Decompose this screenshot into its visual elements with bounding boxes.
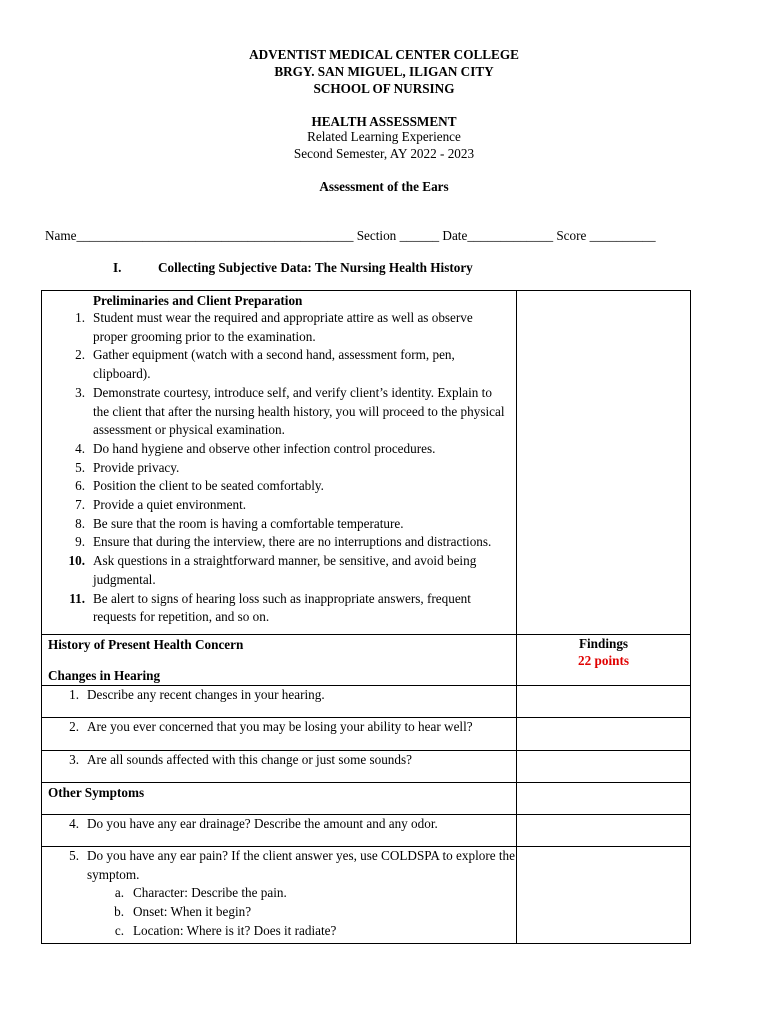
item-text: Be sure that the room is having a comfortable temperature. [93,515,404,531]
college-address: BRGY. SAN MIGUEL, ILIGAN CITY [274,64,494,79]
item-number: 2. [75,347,85,363]
item-number: 9. [75,534,85,550]
item-text: Provide a quiet environment. [93,497,247,513]
item-number: 8. [75,515,85,531]
question-cell [42,846,517,944]
list-item [48,346,510,383]
item-number: 1. [75,310,85,325]
sub-item-text: Character: Describe the pain. [133,885,287,901]
student-info-line: Name__________________________________________ Section ______ Date_____________ Score __________ [45,228,656,243]
item-text: Do hand hygiene and observe other infection control procedures. [93,440,436,456]
item-text: Gather equipment (watch with a second hand, assessment form, pen, clipboard). [93,347,455,382]
item-text: Ask questions in a straightforward manner, be sensitive, and avoid being judgmental. [93,553,477,587]
sub-item-text: Onset: When it begin? [133,904,252,920]
item-text: Student must wear the required and appropriate attire as well as observe proper grooming prior to the examination. [93,310,473,344]
list-item [48,459,510,478]
school-name: SCHOOL OF NURSING [313,81,455,96]
item-number: 6. [75,478,85,494]
course-title: HEALTH ASSESSMENT [311,114,457,129]
list-item [48,309,510,346]
history-title: History of Present Health Concern [48,636,244,652]
other-symptoms-title: Other Symptoms [48,784,145,800]
preliminaries-title: Preliminaries and Client Preparation [93,293,303,308]
item-number: 10. [68,553,85,569]
question-cell [42,814,517,846]
college-name: ADVENTIST MEDICAL CENTER COLLEGE [249,47,519,62]
question-number: 5. [69,847,79,863]
finding-answer-cell[interactable] [517,846,691,944]
question-cell [42,685,517,717]
section-number: I. [113,260,122,275]
table-row [42,750,691,782]
question-number: 2. [69,718,79,734]
changes-in-hearing-title: Changes in Hearing [48,667,161,683]
question-text: Are all sounds affected with this change or just some sounds? [87,751,412,767]
sub-item-letter: a. [114,885,124,901]
finding-answer-cell[interactable] [517,717,691,750]
finding-answer-cell[interactable] [517,750,691,782]
preliminaries-findings-cell[interactable] [517,291,691,635]
question-cell [42,717,517,750]
finding-answer-cell[interactable] [517,685,691,717]
item-text: Position the client to be seated comfortably. [93,478,324,494]
item-text: Be alert to signs of hearing loss such as inappropriate answers, frequent requests for repetition, and so on. [93,590,471,625]
sub-item-letter: b. [114,904,124,920]
list-item [48,552,510,589]
item-text: Ensure that during the interview, there are no interruptions and distractions. [93,534,492,550]
finding-answer-cell[interactable] [517,782,691,814]
item-text: Provide privacy. [93,459,180,475]
table-row [42,685,691,717]
sub-item-text: Location: Where is it? Does it radiate? [133,922,337,938]
question-text: Describe any recent changes in your hearing. [87,686,325,702]
item-number: 3. [75,384,85,400]
question-number: 4. [69,815,79,831]
assessment-topic: Assessment of the Ears [319,179,449,194]
question-number: 3. [69,751,79,767]
list-item [48,590,510,627]
list-item [48,533,510,552]
points-label: 22 points [578,652,629,668]
finding-answer-cell[interactable] [517,814,691,846]
list-item [48,515,510,534]
section-title: Collecting Subjective Data: The Nursing Health History [158,260,473,275]
item-number: 4. [75,440,85,456]
sub-item-letter: c. [114,922,124,938]
question-text: Do you have any ear pain? If the client answer yes, use COLDSPA to explore the symptom. [87,847,515,882]
table-row [42,782,691,814]
preliminaries-list [48,309,510,627]
item-number: 11. [69,590,85,606]
academic-term: Second Semester, AY 2022 - 2023 [293,146,475,161]
list-item [48,440,510,459]
section-heading [113,259,473,276]
findings-header-cell [517,634,691,685]
question-text: Do you have any ear drainage? Describe the amount and any odor. [87,815,438,831]
question-cell [42,750,517,782]
table-row [42,814,691,846]
item-number: 7. [75,497,85,513]
list-item [48,496,510,515]
course-subtitle: Related Learning Experience [307,129,461,144]
table-row [42,846,691,944]
question-text: Are you ever concerned that you may be losing your ability to hear well? [87,718,473,734]
table-row [42,717,691,750]
item-number: 5. [75,459,85,475]
list-item [48,384,510,440]
list-item [48,477,510,496]
table-row [42,291,691,635]
question-number: 1. [69,686,79,702]
assessment-table [41,290,691,944]
findings-label: Findings [578,635,629,651]
other-symptoms-cell [42,782,517,814]
preliminaries-cell [42,291,517,635]
item-text: Demonstrate courtesy, introduce self, and verify client’s identity. Explain to the client that after the nursing health history, you will proceed to the physical assessment or physical examination. [93,384,505,438]
table-row [42,634,691,685]
history-header-cell [42,634,517,685]
